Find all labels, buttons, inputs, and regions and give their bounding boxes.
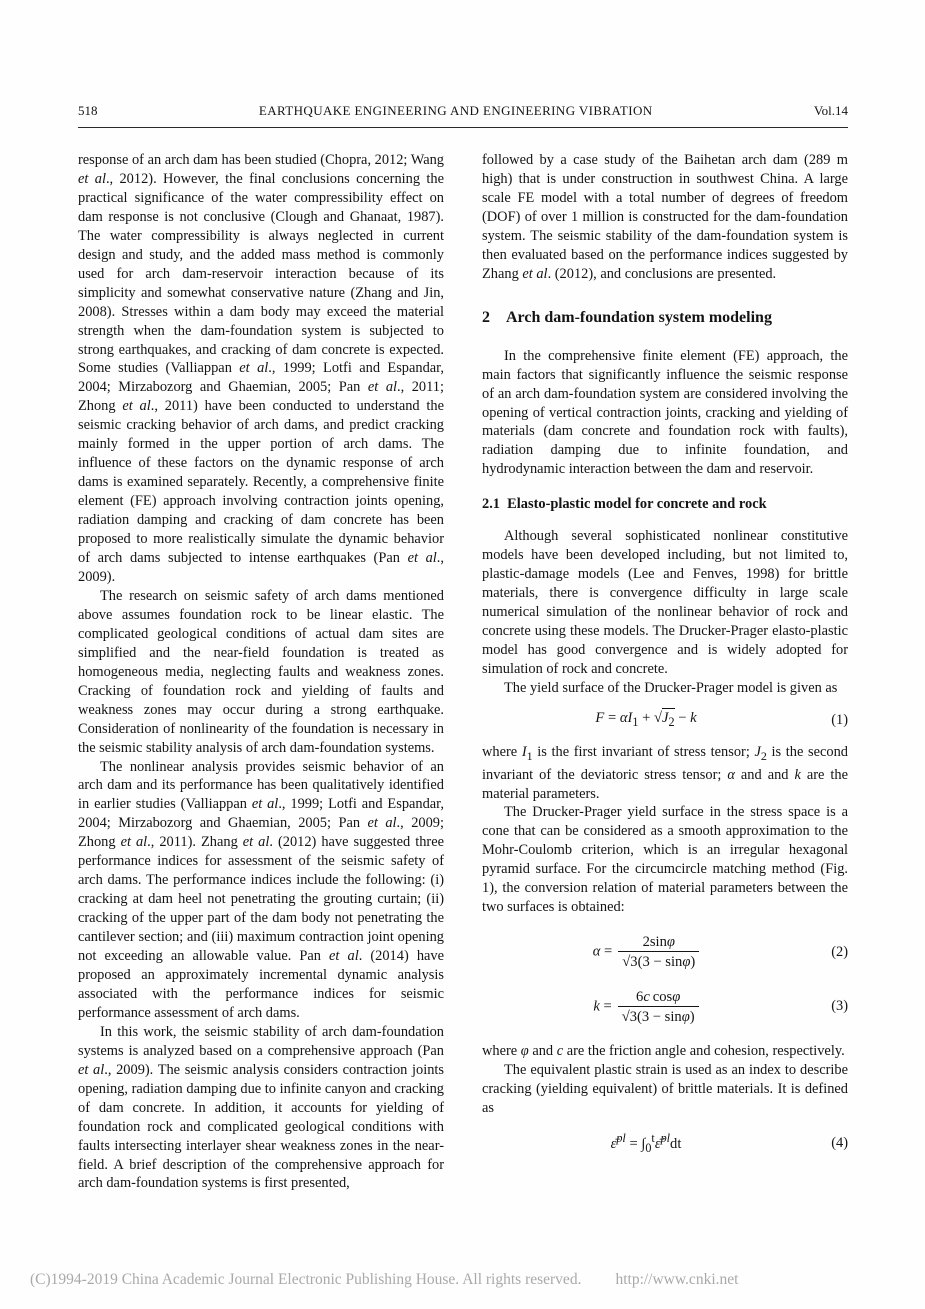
fraction-numerator: 6c cosφ [636, 988, 681, 1005]
paragraph: The equivalent plastic strain is used as an index to describe cracking (yielding equivalent) of brittle materials. It is defined as [482, 1062, 848, 1116]
equation-3 [482, 988, 848, 1026]
page-number: 518 [78, 103, 98, 118]
paragraph: In this work, the seismic stability of arch dam-foundation systems is analyzed based on a comprehensive approach (Pan et al., 2009). The seismic analysis considers contraction joints opening, radiation damping due to infinite canyon and cracking of dam concrete. In addition, it accounts for yielding of foundation rock and complicated geological conditions with faults intersecting interlayer shear weakness zones in the near-field. A brief description of the comprehensive approach for arch dam-foundation systems is first presented, [78, 1023, 444, 1192]
equation-4 [482, 1129, 848, 1158]
fraction-denominator: √3(3 − sinφ) [618, 951, 699, 971]
paragraph-continuation: response of an arch dam has been studied (Chopra, 2012; Wang et al., 2012). However, the final conclusions concerning the practical significance of the water compressibility effect on dam response is not conclusive (Clough and Ghanaat, 1987). The water compressibility is always neglected in current design and study, and the added mass method is commonly used for arch dam-reservoir interaction because of its simplicity and somewhat conservative nature (Zhang and Jin, 2008). Stresses within a dam body may exceed the material strength when the dam-foundation system is subjected to strong earthquakes, and cracking of dam concrete is expected. Some studies (Valliappan et al., 1999; Lotfi and Espandar, 2004; Mirzabozorg and Ghaemian, 2005; Pan et al., 2011; Zhong et al., 2011) have been conducted to understand the seismic cracking behavior of arch dams, and predict cracking mainly formed in the upper portion of arch dams. The influence of these factors on the dynamic response of arch dams is examined separately. Recently, a comprehensive finite element (FE) approach involving contraction joints opening, radiation damping and cracking of dam concrete has been proposed to more realistically simulate the dynamic behavior of arch dams subjected to intense earthquakes (Pan et al., 2009). [78, 152, 444, 585]
paragraph: The Drucker-Prager yield surface in the stress space is a cone that can be considered as a smooth approximation to the Mohr-Coulomb criterion, which is an irregular hexagonal pyramid surface. For the circumcircle matching method (Fig. 1), the conversion relation of material parameters between the two surfaces is obtained: [482, 804, 848, 916]
equation-2 [482, 933, 848, 971]
paragraph: The research on seismic safety of arch dams mentioned above assumes foundation rock to be linear elastic. The complicated geological conditions of actual dam sites are simplified and the near-field foundation is treated as homogeneous media, neglecting faults and weakness zones. Cracking of foundation rock and yielding of faults and weakness zones may occur during a strong earthquake. Consideration of nonlinearity of the foundation is necessary in the seismic stability analysis of arch dam-foundation systems. [78, 587, 444, 756]
scan-watermark-footer [30, 1271, 895, 1289]
paragraph: The nonlinear analysis provides seismic behavior of an arch dam and its performance has been qualitatively identified in earlier studies (Valliappan et al., 1999; Lotfi and Espandar, 2004; Mirzabozorg and Ghaemian, 2005; Pan et al., 2009; Zhong et al., 2011). Zhang et al. (2012) have suggested three performance indices for assessment of the seismic safety of arch dams. The performance indices include the following: (i) cracking at dam heel not penetrating the grouting curtain; (ii) cracking of the upper part of the dam body not penetrating the cantilever section; and (iii) maximum contraction joint opening not exceeding an allowable value. Pan et al. (2014) have proposed an approximately incremental dynamic analysis associated with the performance indices for seismic performance assessment of arch dams. [78, 758, 444, 1021]
equation-number: (4) [831, 1134, 848, 1151]
equation-1 [482, 709, 848, 732]
paragraph: where $I_1$ is the first invariant of stress tensor; $J_2$ is the second invariant of the deviatoric stress tensor; α and and k are the material parameters. [482, 743, 848, 802]
equation-number: (2) [831, 943, 848, 960]
right-column [482, 151, 848, 1193]
fraction [618, 933, 699, 971]
fraction-numerator: 2sinφ [642, 934, 675, 951]
journal-title: EARTHQUAKE ENGINEERING AND ENGINEERING VIBRATION [258, 103, 653, 118]
equation-number: (3) [831, 998, 848, 1015]
equation-lhs: α = [592, 943, 613, 960]
fraction-denominator: √3(3 − sinφ) [618, 1006, 699, 1026]
copyright-text: (C)1994-2019 China Academic Journal Electronic Publishing House. All rights reserved. [30, 1271, 582, 1288]
equation-number: (1) [831, 711, 848, 728]
equation-body [482, 988, 810, 1026]
equation-lhs: k = [593, 998, 612, 1015]
subsection-heading-2-1: 2.1 Elasto-plastic model for concrete and rock [482, 496, 767, 513]
paragraph: In the comprehensive finite element (FE) approach, the main factors that significantly influence the seismic response of an arch dam-foundation system are considered involving the opening of vertical contraction joints, cracking and yielding of materials (dam concrete and foundation rock with faults), radiation damping due to infinite foundation, and hydrodynamic interaction between the dam and reservoir. [482, 347, 848, 478]
page-header [78, 103, 848, 128]
section-heading-2: 2 Arch dam-foundation system modeling [482, 308, 772, 326]
paragraph: Although several sophisticated nonlinear constitutive models have been developed including, but not limited to, plastic-damage models (Lee and Fenves, 1998) for brittle materials, there is convergence difficulty in large scale numerical simulation of the nonlinear behavior of rock and concrete using these models. The Drucker-Prager elasto-plastic model has good convergence and is widely adopted for simulation of rock and concrete. [482, 528, 848, 677]
fraction [618, 988, 699, 1026]
paragraph-continuation: followed by a case study of the Baihetan arch dam (289 m high) that is under construction in southwest China. A large scale FE model with a total number of degrees of freedom (DOF) of over 1 million is constructed for the dam-foundation system. The seismic stability of the dam-foundation system is then evaluated based on the performance indices suggested by Zhang et al. (2012), and conclusions are presented. [482, 152, 848, 282]
two-column-body [78, 151, 848, 1193]
left-column [78, 151, 444, 1193]
volume-label: Vol.14 [813, 103, 848, 118]
paragraph: where φ and c are the friction angle and cohesion, respectively. [482, 1043, 845, 1060]
equation-body [482, 933, 810, 971]
equation-body: ε̄$^{pl}$ = $\int_0^t\varepsilon̄̇^{pl}dt$ [610, 1130, 682, 1155]
equation-body: $F = \alpha I_1 + √J_2 - k$ [595, 709, 697, 729]
paragraph: The yield surface of the Drucker-Prager model is given as [504, 679, 838, 696]
cnki-url: http://www.cnki.net [615, 1271, 739, 1288]
